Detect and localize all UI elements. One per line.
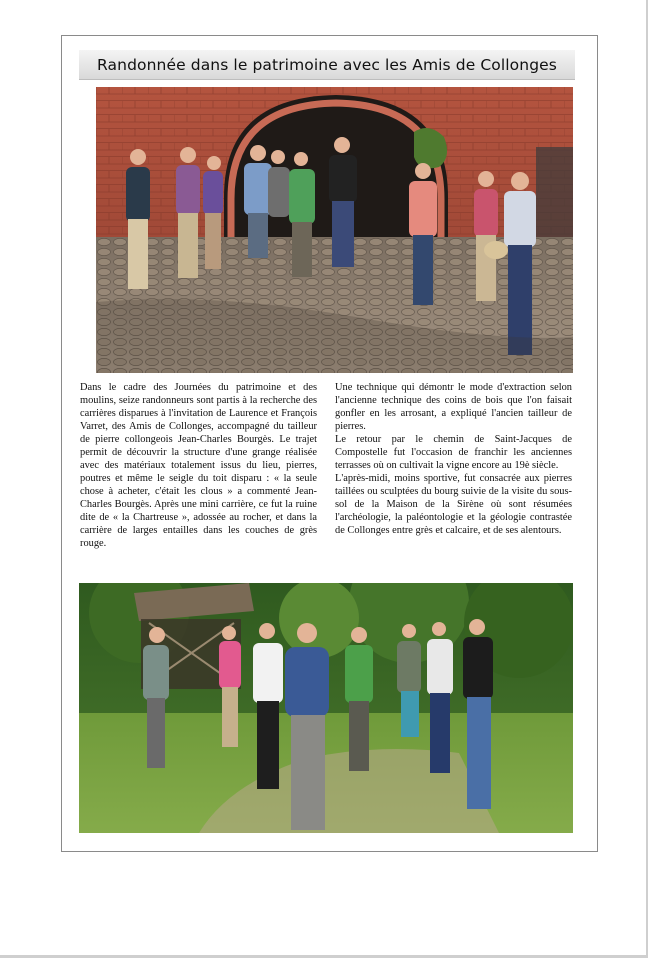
article-column-left	[80, 381, 317, 550]
title-banner	[79, 50, 575, 80]
paragraph: Dans le cadre des Journées du patrimoine et des moulins, seize randonneurs sont partis à la recherche des carrières disparues à l'invitation de Laurence et François Varret, des Amis de Collonges, accompagné du tailleur de pierre collongeois Jean-Charles Bourgès. Le trajet permit de découvrir la structure d'une grange réalisée avec des matériaux totalement issus du lieu, pierres, poutres et même le seigle du toit disparu : « la seule chose à acheter, c'était les clous » a commenté Jean-Charles Bourgès. Après une mini carrière, ce fut la ruine dite de « la Chartreuse », adossée au rocher, et dans la carrière de larges entailles dans les couches de grès rouge.	[80, 382, 317, 549]
article-title: Randonnée dans le patrimoine avec les Amis de Collonges	[97, 55, 557, 74]
paragraph: L'après-midi, moins sportive, fut consacrée aux pierres taillées ou sculptées du bourg suivie de la visite du sous-sol de la Maison de la Sirène où sont résumées l'archéologie, la paléontologie et la géologie contrastée de Collonges entre grès et calcaire, et de ses alentours.	[335, 473, 572, 536]
paragraph: Le retour par le chemin de Saint-Jacques de Compostelle fut l'occasion de franchir les anciennes terrasses où on cultivait la vigne encore au 19è siècle.	[335, 434, 572, 471]
group-under-stone-arch-photo	[96, 87, 573, 373]
paragraph: Une technique qui démontr le mode d'extraction selon l'ancienne technique des coins de bois que l'on faisait gonfler en les arrosant, a expliqué l'ancien tailleur de pierres.	[335, 382, 572, 432]
article-column-right	[335, 381, 572, 537]
group-on-forest-path-photo	[79, 583, 573, 833]
